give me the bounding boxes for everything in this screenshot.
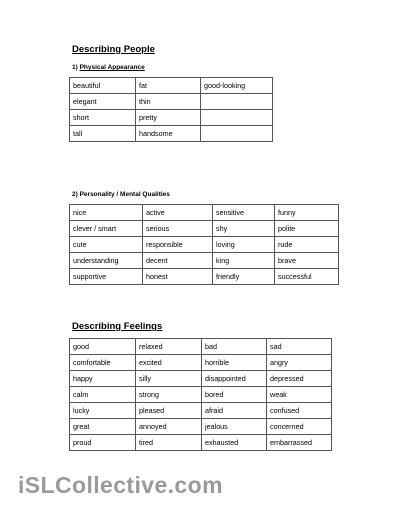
table-row <box>70 110 273 126</box>
table-cell: serious <box>143 221 213 237</box>
table-cell: active <box>143 205 213 221</box>
table-cell: depressed <box>267 371 332 387</box>
table-row <box>70 403 332 419</box>
table-row <box>70 205 339 221</box>
table-row <box>70 419 332 435</box>
table-cell: exhausted <box>202 435 267 451</box>
table-cell: embarrassed <box>267 435 332 451</box>
table-cell: handsome <box>136 126 201 142</box>
watermark-logo: iSLCollective.com <box>18 472 223 498</box>
table-cell: good <box>70 339 136 355</box>
table-cell: clever / smart <box>70 221 143 237</box>
personality-table <box>69 204 339 285</box>
table-cell: comfortable <box>70 355 136 371</box>
table-cell: strong <box>136 387 202 403</box>
table-cell: concerned <box>267 419 332 435</box>
table-cell: disappointed <box>202 371 267 387</box>
table-cell: king <box>213 253 275 269</box>
table-cell: responsible <box>143 237 213 253</box>
table-row <box>70 126 273 142</box>
table-row <box>70 78 273 94</box>
table-cell: jealous <box>202 419 267 435</box>
table-cell: fat <box>136 78 201 94</box>
table-row <box>70 387 332 403</box>
table-cell: afraid <box>202 403 267 419</box>
table-row <box>70 339 332 355</box>
table-cell: supportive <box>70 269 143 285</box>
table-row <box>70 435 332 451</box>
table-cell <box>201 110 273 126</box>
table-row <box>70 221 339 237</box>
table-cell: silly <box>136 371 202 387</box>
table-cell: annoyed <box>136 419 202 435</box>
table-row <box>70 371 332 387</box>
table-cell: confused <box>267 403 332 419</box>
table-cell: pleased <box>136 403 202 419</box>
table-cell: brave <box>275 253 339 269</box>
table-cell <box>201 126 273 142</box>
table-cell: short <box>70 110 136 126</box>
table-cell: rude <box>275 237 339 253</box>
table-cell: excited <box>136 355 202 371</box>
subheading-physical-number: 1) <box>72 64 78 71</box>
table-cell: honest <box>143 269 213 285</box>
table-cell: lucky <box>70 403 136 419</box>
table-cell: beautiful <box>70 78 136 94</box>
table-cell: proud <box>70 435 136 451</box>
table-row <box>70 94 273 110</box>
table-cell: sad <box>267 339 332 355</box>
section-title-people: Describing People <box>72 44 155 55</box>
table-row <box>70 355 332 371</box>
table-cell: understanding <box>70 253 143 269</box>
feelings-table <box>69 338 332 451</box>
table-cell: cute <box>70 237 143 253</box>
table-cell: friendly <box>213 269 275 285</box>
table-cell: shy <box>213 221 275 237</box>
table-cell: polite <box>275 221 339 237</box>
table-cell: weak <box>267 387 332 403</box>
table-cell: calm <box>70 387 136 403</box>
table-cell: pretty <box>136 110 201 126</box>
subheading-physical <box>72 64 145 72</box>
table-cell: bored <box>202 387 267 403</box>
table-cell: successful <box>275 269 339 285</box>
table-cell: funny <box>275 205 339 221</box>
table-row <box>70 237 339 253</box>
subheading-physical-label: Physical Appearance <box>79 64 145 71</box>
table-row <box>70 269 339 285</box>
table-cell: good-looking <box>201 78 273 94</box>
table-cell: decent <box>143 253 213 269</box>
table-cell: sensitive <box>213 205 275 221</box>
table-cell: loving <box>213 237 275 253</box>
table-cell: elegant <box>70 94 136 110</box>
table-cell: tired <box>136 435 202 451</box>
subheading-personality: 2) Personality / Mental Qualities <box>72 191 170 198</box>
table-cell: thin <box>136 94 201 110</box>
section-title-feelings: Describing Feelings <box>72 321 163 332</box>
table-cell: nice <box>70 205 143 221</box>
table-cell: relaxed <box>136 339 202 355</box>
table-cell <box>201 94 273 110</box>
table-cell: tall <box>70 126 136 142</box>
table-row <box>70 253 339 269</box>
table-cell: great <box>70 419 136 435</box>
physical-appearance-table <box>69 77 273 142</box>
table-cell: bad <box>202 339 267 355</box>
table-cell: angry <box>267 355 332 371</box>
table-cell: happy <box>70 371 136 387</box>
table-cell: horrible <box>202 355 267 371</box>
